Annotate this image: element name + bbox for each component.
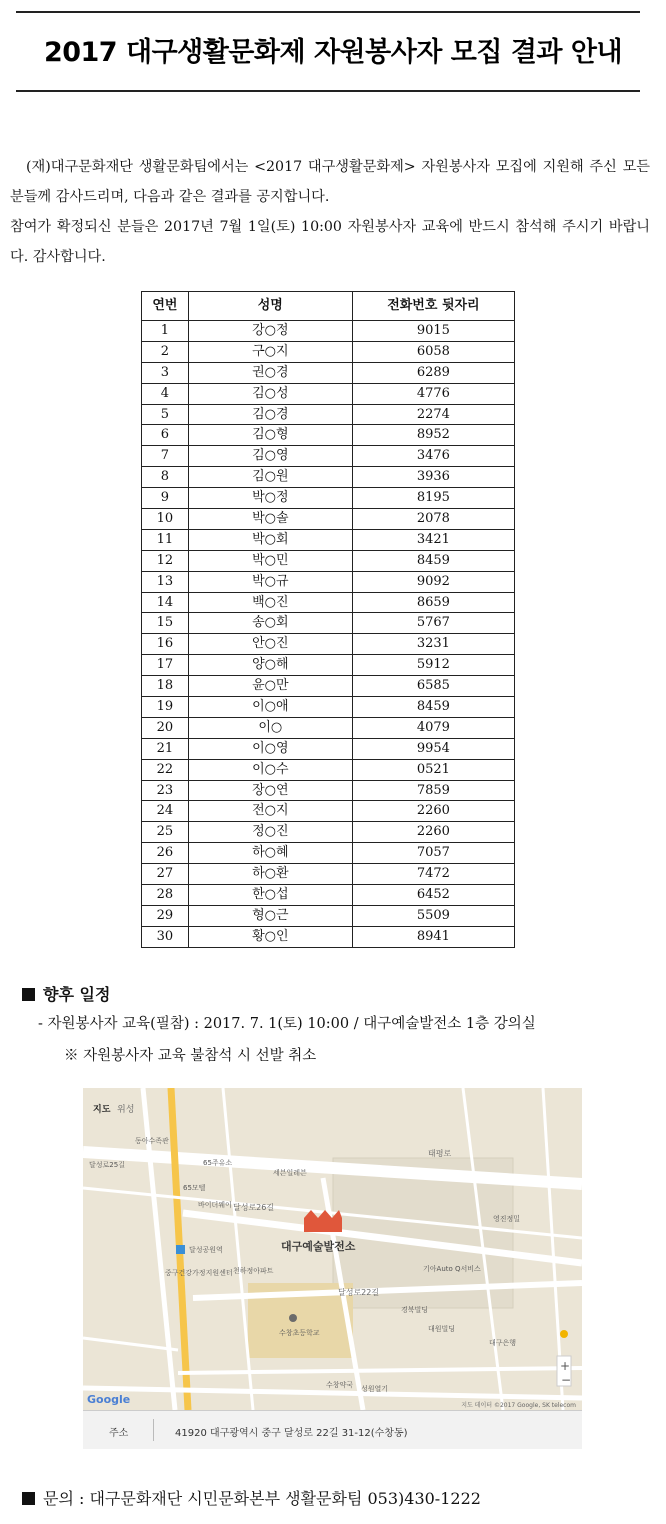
map-label: 세븐일레븐 [273,1169,307,1177]
table-row [142,801,515,822]
row-phone-suffix: 8941 [352,926,514,947]
row-number: 4 [142,383,189,404]
table-row [142,592,515,613]
row-name: 박○규 [188,571,352,592]
row-name: 구○지 [188,341,352,362]
square-bullet-icon [22,988,35,1001]
row-name: 김○영 [188,446,352,467]
map-label: 성원열기 [361,1385,389,1393]
schedule-heading [22,982,110,1005]
row-name: 김○형 [188,425,352,446]
row-name: 안○진 [188,634,352,655]
map-label: 수창초등학교 [279,1329,320,1337]
row-phone-suffix: 8195 [352,488,514,509]
table-row [142,697,515,718]
row-name: 이○ [188,717,352,738]
row-name: 김○성 [188,383,352,404]
column-header-name: 성명 [188,292,352,321]
row-name: 김○원 [188,467,352,488]
row-phone-suffix: 5912 [352,655,514,676]
table-row [142,362,515,383]
map-label: 동아수족관 [135,1137,169,1145]
intro-text [10,152,650,272]
top-rule [16,11,640,13]
row-number: 23 [142,780,189,801]
map-label: 대구은행 [489,1339,517,1347]
row-number: 18 [142,676,189,697]
map-tab-map[interactable]: 지도 [93,1105,111,1115]
row-name: 박○민 [188,550,352,571]
row-name: 강○정 [188,321,352,342]
row-number: 16 [142,634,189,655]
google-logo: Google [87,1393,131,1406]
row-number: 29 [142,905,189,926]
schedule-heading-text: 향후 일정 [43,985,111,1004]
row-phone-suffix: 4776 [352,383,514,404]
map-label: 달성로25길 [89,1161,125,1169]
row-number: 14 [142,592,189,613]
row-number: 1 [142,321,189,342]
title-rule [16,90,640,92]
map-copyright: 지도 데이터 ©2017 Google, SK telecom [461,1402,576,1409]
row-phone-suffix: 4079 [352,717,514,738]
table-row [142,341,515,362]
row-number: 12 [142,550,189,571]
table-row [142,467,515,488]
row-phone-suffix: 3936 [352,467,514,488]
table-row [142,446,515,467]
row-phone-suffix: 7472 [352,864,514,885]
row-phone-suffix: 2260 [352,822,514,843]
volunteer-table-body [142,321,515,948]
map-label: 경북빌딩 [401,1306,429,1314]
table-row [142,717,515,738]
row-phone-suffix: 7859 [352,780,514,801]
school-icon [289,1314,297,1322]
table-row [142,321,515,342]
row-phone-suffix: 8459 [352,550,514,571]
row-number: 17 [142,655,189,676]
row-number: 22 [142,759,189,780]
row-phone-suffix: 6585 [352,676,514,697]
row-phone-suffix: 6289 [352,362,514,383]
table-row [142,425,515,446]
row-phone-suffix: 6452 [352,885,514,906]
row-number: 25 [142,822,189,843]
row-phone-suffix: 5509 [352,905,514,926]
map-label: 수창약국 [326,1381,354,1389]
table-header-row [142,292,515,321]
table-row [142,676,515,697]
table-row [142,404,515,425]
row-phone-suffix: 2260 [352,801,514,822]
row-number: 7 [142,446,189,467]
row-number: 2 [142,341,189,362]
row-number: 28 [142,885,189,906]
row-name: 장○연 [188,780,352,801]
row-name: 하○혜 [188,843,352,864]
row-number: 13 [142,571,189,592]
table-row [142,843,515,864]
row-name: 양○해 [188,655,352,676]
row-name: 권○경 [188,362,352,383]
row-number: 10 [142,509,189,530]
contact-line [22,1486,481,1509]
row-name: 이○애 [188,697,352,718]
table-row [142,529,515,550]
row-name: 윤○만 [188,676,352,697]
row-number: 11 [142,529,189,550]
map-label: 달성로26길 [233,1203,275,1212]
row-name: 박○정 [188,488,352,509]
row-name: 박○솔 [188,509,352,530]
map-address-bar [83,1410,582,1449]
row-number: 15 [142,613,189,634]
square-bullet-icon [22,1492,35,1505]
row-name: 김○경 [188,404,352,425]
row-number: 6 [142,425,189,446]
row-name: 황○인 [188,926,352,947]
table-row [142,759,515,780]
table-row [142,571,515,592]
table-row [142,822,515,843]
row-name: 정○진 [188,822,352,843]
row-number: 26 [142,843,189,864]
map-label: 달성공원역 [189,1246,223,1254]
row-phone-suffix: 5767 [352,613,514,634]
schedule-note: ※ 자원봉사자 교육 불참석 시 선발 취소 [64,1048,317,1064]
table-row [142,613,515,634]
table-row [142,926,515,947]
table-row [142,905,515,926]
table-row [142,738,515,759]
intro-paragraph-2: 참여가 확정되신 분들은 2017년 7월 1일(토) 10:00 자원봉사자 교육에 반드시 참석해 주시기 바랍니다. 감사합니다. [10,219,650,265]
row-number: 9 [142,488,189,509]
table-row [142,509,515,530]
row-name: 전○지 [188,801,352,822]
map-label: 태평로 [428,1149,452,1158]
map-label: 65모텔 [183,1184,206,1192]
row-phone-suffix: 2274 [352,404,514,425]
row-phone-suffix: 6058 [352,341,514,362]
row-phone-suffix: 2078 [352,509,514,530]
row-number: 27 [142,864,189,885]
venue-marker-icon [304,1210,342,1232]
row-phone-suffix: 8459 [352,697,514,718]
map-tab-satellite[interactable]: 위성 [117,1105,135,1115]
address-value: 41920 대구광역시 중구 달성로 22길 31-12(수창동) [175,1428,408,1439]
row-number: 5 [142,404,189,425]
row-name: 이○수 [188,759,352,780]
column-header-number: 연번 [142,292,189,321]
row-number: 3 [142,362,189,383]
svg-text:+: + [560,1359,571,1373]
map-label: 기아Auto Q서비스 [423,1265,481,1273]
table-row [142,488,515,509]
row-phone-suffix: 8659 [352,592,514,613]
table-row [142,780,515,801]
row-name: 형○근 [188,905,352,926]
row-name: 송○회 [188,613,352,634]
row-name: 한○섭 [188,885,352,906]
map-label: 바이더웨이 [198,1201,232,1209]
row-number: 30 [142,926,189,947]
row-phone-suffix: 9015 [352,321,514,342]
row-number: 8 [142,467,189,488]
map-label: 달성로22길 [338,1288,380,1297]
column-header-phone: 전화번호 뒷자리 [352,292,514,321]
schedule-item: - 자원봉사자 교육(필참) : 2017. 7. 1(토) 10:00 / 대구예술발전소 1층 강의실 [38,1016,536,1032]
table-row [142,864,515,885]
venue-label: 대구예술발전소 [281,1240,356,1253]
address-label: 주소 [109,1428,129,1439]
map-label: 천하정아파트 [233,1267,274,1275]
row-phone-suffix: 7057 [352,843,514,864]
map-label: 대원빌딩 [428,1325,456,1333]
svg-text:−: − [561,1373,572,1387]
row-name: 하○환 [188,864,352,885]
row-phone-suffix: 3421 [352,529,514,550]
pegman-icon [560,1330,568,1338]
address-divider [153,1419,154,1441]
row-number: 21 [142,738,189,759]
row-name: 박○회 [188,529,352,550]
row-phone-suffix: 9092 [352,571,514,592]
page-title: 2017 대구생활문화제 자원봉사자 모집 결과 안내 [43,37,623,68]
row-phone-suffix: 3231 [352,634,514,655]
row-number: 19 [142,697,189,718]
row-phone-suffix: 0521 [352,759,514,780]
map-label: 65주유소 [203,1159,233,1167]
intro-paragraph-1: (재)대구문화재단 생활문화팀에서는 <2017 대구생활문화제> 자원봉사자 모집에 지원해 주신 모든 분들께 감사드리며, 다음과 같은 결과를 공지합니다. [10,159,650,205]
contact-text: 문의 : 대구문화재단 시민문화본부 생활문화팀 053)430-1222 [43,1489,481,1508]
map-label: 중구건강가정지원센터 [165,1269,233,1277]
row-number: 20 [142,717,189,738]
row-phone-suffix: 8952 [352,425,514,446]
map-label: 영진정밀 [493,1215,521,1223]
table-row [142,655,515,676]
row-name: 이○영 [188,738,352,759]
subway-icon [176,1245,185,1254]
row-name: 백○진 [188,592,352,613]
table-row [142,885,515,906]
row-phone-suffix: 9954 [352,738,514,759]
table-row [142,634,515,655]
volunteer-table [141,291,515,948]
table-row [142,383,515,404]
location-map[interactable] [83,1088,582,1410]
table-row [142,550,515,571]
row-number: 24 [142,801,189,822]
row-phone-suffix: 3476 [352,446,514,467]
